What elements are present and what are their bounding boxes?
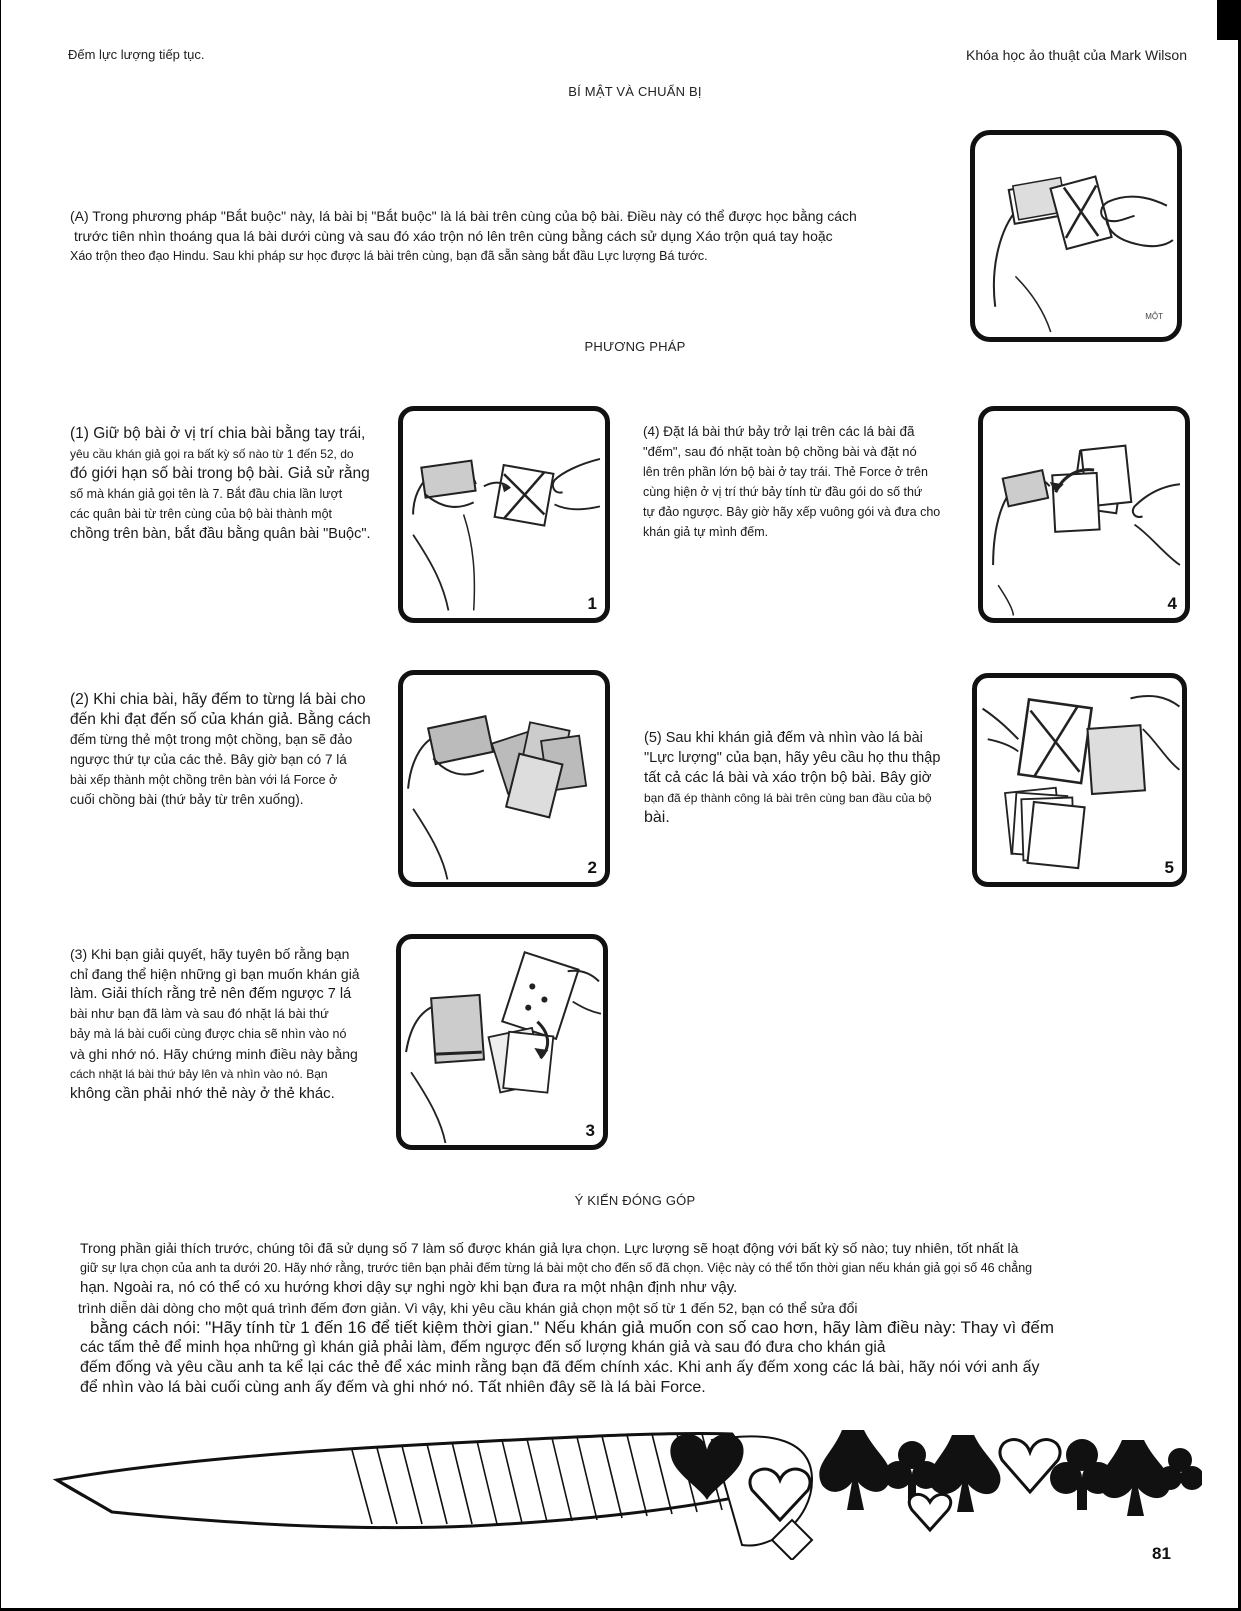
- page-edge-left: [0, 0, 1, 1611]
- step-1-text: [70, 424, 390, 544]
- stacking-cards-icon: [983, 411, 1185, 618]
- figure-5-illustration: [972, 673, 1187, 887]
- decorative-card-banner: [52, 1420, 1202, 1560]
- step-line: đó giới hạn số bài trong bộ bài. Giả sử rằng: [70, 465, 370, 482]
- step-line: (2) Khi chia bài, hãy đếm to từng lá bài cho: [70, 691, 366, 708]
- card-pile-icon: [403, 675, 605, 882]
- section-title-comments: Ý KIẾN ĐÓNG GÓP: [574, 1193, 696, 1208]
- step-line: (3) Khi bạn giải quyết, hãy tuyên bố rằng bạn: [70, 946, 350, 962]
- step-line: (5) Sau khi khán giả đếm và nhìn vào lá bài: [644, 730, 923, 746]
- step-4-text: [643, 422, 963, 542]
- step-line: cùng hiện ở vị trí thứ bảy tính từ đầu gói do số thứ: [643, 485, 923, 499]
- step-line: và ghi nhớ nó. Hãy chứng minh điều này bằng: [70, 1046, 358, 1062]
- step-line: số mà khán giả gọi tên là 7. Bắt đầu chia lần lượt: [70, 487, 343, 501]
- step-line: bảy mà lá bài cuối cùng được chia sẽ nhìn vào nó: [70, 1027, 347, 1041]
- comment-line: hạn. Ngoài ra, nó có thể có xu hướng khơi dậy sự nghi ngờ khi bạn đưa ra một nhận định như vậy.: [80, 1279, 738, 1296]
- dealing-cards-icon: [403, 411, 605, 618]
- figure-1-number: 1: [587, 594, 597, 613]
- running-header-left: Đếm lực lượng tiếp tục.: [68, 47, 205, 62]
- step-line: cuối chồng bài (thứ bảy từ trên xuống).: [70, 792, 304, 807]
- figure-a-illustration: [970, 130, 1182, 342]
- step-3-text: [70, 944, 390, 1104]
- comment-line: giữ sự lựa chọn của anh ta dưới 20. Hãy nhớ rằng, trước tiên bạn phải đếm từng lá bài một cho đến số đã chọn. Việc này có thể tốn thời gian nếu khán giả gọi số 46 chẳng: [80, 1261, 1033, 1275]
- step-line: bài xếp thành một chồng trên bàn với lá Force ở: [70, 773, 338, 787]
- comment-line: đếm đống và yêu cầu anh ta kể lại các thẻ để xác minh rằng bạn đã đếm chính xác. Khi anh ấy đếm xong các lá bài, hãy nói với anh ấy: [80, 1359, 1040, 1376]
- comment-line: để nhìn vào lá bài cuối cùng anh ấy đếm và ghi nhớ nó. Tất nhiên đây sẽ là lá bài Force.: [80, 1379, 706, 1396]
- comment-line: Trong phần giải thích trước, chúng tôi đã sử dụng số 7 làm số được khán giả lựa chọn. Lực lượng sẽ hoạt động với bất kỳ số nào; tuy nhiên, tốt nhất là: [80, 1240, 1019, 1256]
- step-line: yêu cầu khán giả gọi ra bất kỳ số nào từ 1 đến 52, do: [70, 447, 354, 461]
- spread-cards-icon: [977, 678, 1182, 882]
- comments-paragraph: [80, 1238, 1180, 1398]
- section-title-method: PHƯƠNG PHÁP: [584, 339, 686, 354]
- card-fan-icon: [52, 1420, 1202, 1560]
- step-line: (1) Giữ bộ bài ở vị trí chia bài bằng tay trái,: [70, 425, 366, 442]
- intro-line: (A) Trong phương pháp "Bắt buộc" này, lá bài bị "Bắt buộc" là lá bài trên cùng của bộ bài. Điều này có thể được học bằng cách: [70, 208, 857, 224]
- comment-line: trình diễn dài dòng cho một quá trình đếm đơn giản. Vì vậy, khi yêu cầu khán giả chọn một số từ 1 đến 52, bạn có thể sửa đổi: [78, 1300, 858, 1316]
- step-line: đến khi đạt đến số của khán giả. Bằng cách: [70, 711, 371, 728]
- step-line: lên trên phần lớn bộ bài ở tay trái. Thẻ Force ở trên: [643, 465, 928, 479]
- section-title-secret: BÍ MẬT VÀ CHUẨN BỊ: [568, 84, 702, 99]
- step-line: làm. Giải thích rằng trẻ nên đếm ngược 7 lá: [70, 986, 352, 1002]
- comment-line: các tấm thẻ để minh họa những gì khán giả phải làm, đếm ngược đến số lượng khán giả và sau đó đưa cho khán giả: [80, 1339, 886, 1356]
- figure-2-illustration: [398, 670, 610, 887]
- step-line: khán giả tự mình đếm.: [643, 525, 769, 539]
- viewing-card-icon: [401, 939, 603, 1145]
- step-line: đếm từng thẻ một trong một chồng, bạn sẽ đảo: [70, 732, 353, 747]
- step-line: "Lực lượng" của bạn, hãy yêu cầu họ thu thập: [644, 750, 941, 766]
- figure-5-number: 5: [1164, 858, 1174, 877]
- step-line: ngược thứ tự của các thẻ. Bây giờ bạn có 7 lá: [70, 752, 347, 767]
- step-line: chỉ đang thể hiện những gì bạn muốn khán giả: [70, 966, 360, 982]
- figure-3-number: 3: [585, 1121, 595, 1140]
- intro-line: Xáo trộn theo đạo Hindu. Sau khi pháp sư học được lá bài trên cùng, bạn đã sẵn sàng bắt đầu Lực lượng Bá tước.: [70, 249, 708, 263]
- figure-2-number: 2: [587, 858, 597, 877]
- figure-1-illustration: [398, 406, 610, 623]
- step-5-text: [644, 728, 964, 828]
- figure-4-illustration: [978, 406, 1190, 623]
- step-line: các quân bài từ trên cùng của bộ bài thành một: [70, 507, 333, 521]
- step-line: bài.: [644, 809, 670, 826]
- figure-a-caption: MỘT: [1145, 312, 1163, 321]
- step-line: chồng trên bàn, bắt đầu bằng quân bài "Buộc".: [70, 526, 371, 542]
- comment-line: bằng cách nói: "Hãy tính từ 1 đến 16 để tiết kiệm thời gian." Nếu khán giả muốn con số cao hơn, hãy làm điều này: Thay vì đếm: [90, 1318, 1054, 1337]
- step-line: "đếm", sau đó nhặt toàn bộ chồng bài và đặt nó: [643, 444, 917, 459]
- step-line: cách nhặt lá bài thứ bảy lên và nhìn vào nó. Bạn: [70, 1067, 328, 1081]
- running-header-right: Khóa học ảo thuật của Mark Wilson: [965, 47, 1187, 63]
- intro-paragraph: [70, 206, 950, 266]
- step-line: tự đảo ngược. Bây giờ hãy xếp vuông gói và đưa cho: [643, 505, 941, 519]
- step-2-text: [70, 690, 390, 810]
- figure-4-number: 4: [1167, 594, 1177, 613]
- step-line: tất cả các lá bài và xáo trộn bộ bài. Bây giờ: [644, 769, 932, 786]
- page-number: 81: [1152, 1544, 1171, 1563]
- intro-line: trước tiên nhìn thoáng qua lá bài dưới cùng và sau đó xáo trộn nó lên trên cùng bằng cách sử dụng Xáo trộn quá tay hoặc: [74, 228, 833, 244]
- step-line: không cần phải nhớ thẻ này ở thẻ khác.: [70, 1085, 335, 1102]
- step-line: (4) Đặt lá bài thứ bảy trở lại trên các lá bài đã: [643, 424, 915, 439]
- hands-deck-icon: [975, 135, 1177, 337]
- step-line: bài như bạn đã làm và sau đó nhặt lá bài thứ: [70, 1006, 329, 1021]
- page-edge-corner: [1217, 0, 1241, 40]
- step-line: bạn đã ép thành công lá bài trên cùng ban đầu của bộ: [644, 791, 932, 805]
- figure-3-illustration: [396, 934, 608, 1150]
